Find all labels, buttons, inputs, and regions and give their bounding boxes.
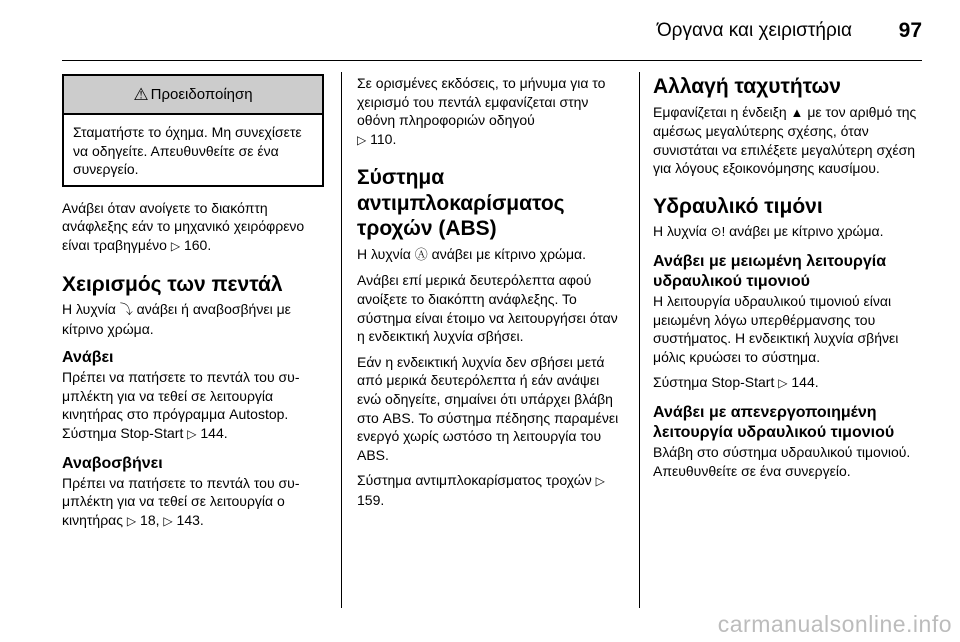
clutch-paragraph: Η λυχνία ⤵ ανάβει ή αναβοσβήνει με κίτρινο χρώμα. <box>62 301 291 337</box>
reference-arrow-icon: ▷ <box>126 513 137 528</box>
warning-body <box>64 115 322 185</box>
page-reference[interactable]: 144. <box>791 374 819 391</box>
reference-arrow-icon: ▷ <box>357 132 367 147</box>
intro-paragraph: Ανάβει όταν ανοίγετε το διακόπτη ανάφλεξης εάν το μηχανικό χειρόφρενο είναι τραβηγμένο ▷ 160. <box>62 199 305 253</box>
header-rule <box>62 60 922 61</box>
gear-shift-heading: Αλλαγή ταχυτήτων <box>653 75 841 98</box>
reference-arrow-icon: ▷ <box>170 238 181 253</box>
page-reference[interactable]: 144. <box>200 425 228 442</box>
gear-shift-paragraph: Εμφανίζεται η ένδειξη ▲ με τον αριθμό της αμέσως μεγαλύτερης σχέσης, όταν συνιστάται να επιλέξετε μεγαλύτερη σχέση για λόγους εξοικονόμησης καυσίμου. <box>653 103 917 177</box>
column-left <box>62 74 326 537</box>
blinks-paragraph: Πρέπει να πατήσετε το πεντάλ του συμπλέκτη για να τεθεί σε λειτουργία ο κινητήρας ▷ 18, ▷ 143. <box>62 474 300 528</box>
page-number: 97 <box>898 19 922 42</box>
versions-paragraph: Σε ορισμένες εκδόσεις, το μήνυμα για το χειρισμό του πεντάλ εμφανίζεται στην οθόνη πληροφοριών οδηγού ▷ 110. <box>357 75 606 147</box>
power-steering-heading: Υδραυλικό τιμόνι <box>653 194 823 218</box>
column-right <box>653 74 921 487</box>
warning-box <box>62 74 324 187</box>
reduced-steering-paragraph: Η λειτουργία υδραυλικού τιμονιού είναι μειωμένη λόγω υπερθέρμανσης του συστήματος. Η ενδεικτική λυχνία σβήνει μόλις κρυώσει το σύστημα. <box>653 292 899 365</box>
lights-on-heading: Ανάβει <box>62 349 114 367</box>
abs-paragraph: Ανάβει επί μερικά δευτερόλεπτα αφού ανοίξετε το διακόπτη ανάφλεξης. Το σύστημα είναι έτοιμο να λειτουργήσει όταν η ενδεικτική λυχνία σβήσει. <box>357 272 618 345</box>
column-middle <box>357 74 625 517</box>
page-reference[interactable]: 110. <box>370 130 397 147</box>
reduced-steering-heading: Ανάβει με μειωμένη λειτουργία υδραυλικού τιμονιού <box>653 252 887 290</box>
reference-arrow-icon: ▷ <box>187 427 197 442</box>
clutch-pedal-icon: ⤵ <box>119 302 133 318</box>
abs-paragraph: Εάν η ενδεικτική λυχνία δεν σβήσει μετά από μερικά δευτερόλεπτα ή εάν ανάψει ενώ οδηγείτε, σημαίνει ότι υπάρχει βλάβη στο ABS. Το σύστημα πέδησης παραμένει ενεργό χωρίς ωστόσο τη λειτουργία του ABS. <box>357 353 619 463</box>
watermark: carmanualsonline.info <box>717 611 952 637</box>
disabled-steering-heading: Ανάβει με απενεργοποιημένη λειτουργία υδραυλικού τιμονιού <box>653 403 895 441</box>
section-title: Όργανα και χειριστήρια <box>656 20 852 41</box>
upshift-triangle-icon: ▲ <box>790 104 804 120</box>
lights-on-paragraph: Πρέπει να πατήσετε το πεντάλ του συμπλέκτη για να τεθεί σε λειτουργία κινητήρας στο πρόγραμμα Autostop. Σύστημα Stop-Start ▷ 144. <box>62 369 300 442</box>
warning-header <box>64 76 322 115</box>
abs-lamp-paragraph: Η λυχνία Ⓐ ανάβει με κίτρινο χρώμα. <box>357 245 587 262</box>
abs-reference-paragraph: Σύστημα αντιμπλοκαρίσματος τροχών ▷ 159. <box>357 472 605 508</box>
page-reference[interactable]: 143. <box>176 511 204 528</box>
page-reference[interactable]: 18, <box>140 511 160 528</box>
page-header <box>62 20 922 60</box>
warning-triangle-icon: ⚠ <box>133 84 149 104</box>
abs-warning-icon: Ⓐ <box>414 246 428 262</box>
column-divider <box>639 72 640 608</box>
clutch-heading: Χειρισμός των πεντάλ <box>62 272 283 296</box>
abs-heading: Σύστημα αντιμπλοκαρίσματος τροχών (ABS) <box>357 166 565 241</box>
page-reference[interactable]: 159. <box>357 492 385 508</box>
steering-warning-icon: ⊙! <box>710 224 726 240</box>
blinks-heading: Αναβοσβήνει <box>62 454 163 472</box>
reference-arrow-icon: ▷ <box>595 474 605 489</box>
warning-title: Προειδοποίηση <box>150 86 253 103</box>
power-steering-paragraph: Η λυχνία ⊙! ανάβει με κίτρινο χρώμα. <box>653 223 884 240</box>
reference-arrow-icon: ▷ <box>163 513 173 528</box>
warning-text: Σταματήστε το όχημα. Μη συνεχίσετε να οδηγείτε. Απευθυνθείτε σε ένα συνεργείο. <box>73 124 302 178</box>
reduced-steering-reference: Σύστημα Stop-Start ▷ 144. <box>653 374 819 391</box>
page-reference[interactable]: 160. <box>183 236 212 253</box>
disabled-steering-paragraph: Βλάβη στο σύστημα υδραυλικού τιμονιού. Απευθυνθείτε σε ένα συνεργείο. <box>653 443 911 479</box>
reference-arrow-icon: ▷ <box>778 376 788 391</box>
column-divider <box>341 72 342 608</box>
